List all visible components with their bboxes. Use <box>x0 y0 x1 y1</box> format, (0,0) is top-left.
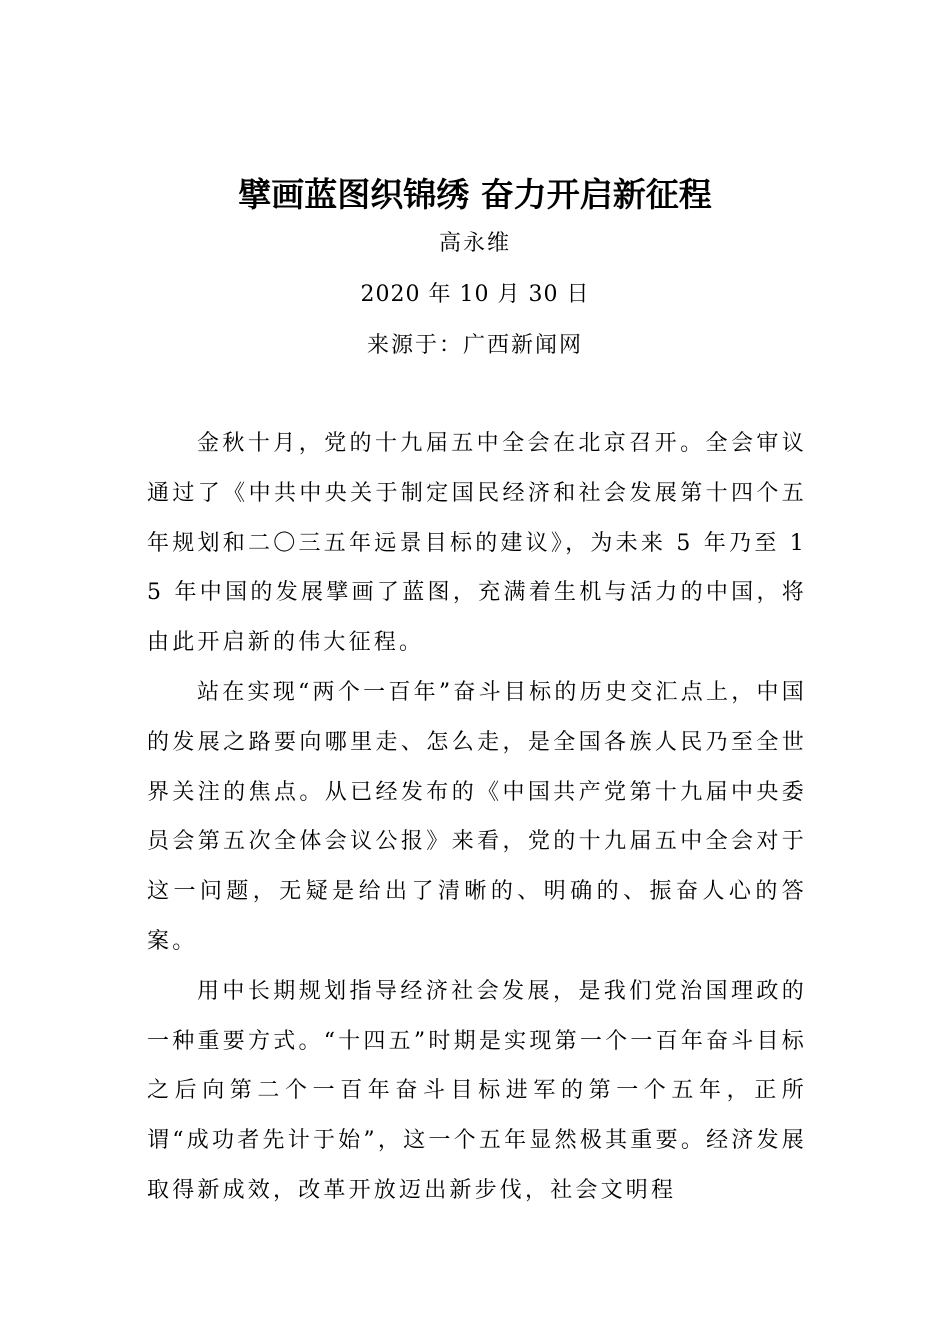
article-date: 2020 年 10 月 30 日 <box>360 282 590 307</box>
article-source: 来源于：广西新闻网 <box>366 333 583 358</box>
article-title: 擘画蓝图织锦绣 奋力开启新征程 <box>238 175 712 214</box>
article-author: 高永维 <box>438 231 511 256</box>
article-body <box>147 419 807 1216</box>
paragraph-2: 站在实现“两个一百年”奋斗目标的历史交汇点上，中国的发展之路要向哪里走、怎么走，是全国各族人民乃至全世界关注的焦点。从已经发布的《中国共产党第十九届中央委员会第五次全体会议公报》来看，党的十九届五中全会对于这一问题，无疑是给出了清晰的、明确的、振奋人心的答案。 <box>147 679 807 954</box>
paragraph-1: 金秋十月，党的十九届五中全会在北京召开。全会审议通过了《中共中央关于制定国民经济和社会发展第十四个五年规划和二〇三五年远景目标的建议》，为未来 5 年乃至 15 年中国的发展擘画了蓝图，充满着生机与活力的中国，将由此开启新的伟大征程。 <box>147 431 807 656</box>
paragraph-3: 用中长期规划指导经济社会发展，是我们党治国理政的一种重要方式。“十四五”时期是实现第一个一百年奋斗目标之后向第二个一百年奋斗目标进军的第一个五年，正所谓“成功者先计于始”，这一个五年显然极其重要。经济发展取得新成效，改革开放迈出新步伐，社会文明程 <box>147 978 807 1203</box>
